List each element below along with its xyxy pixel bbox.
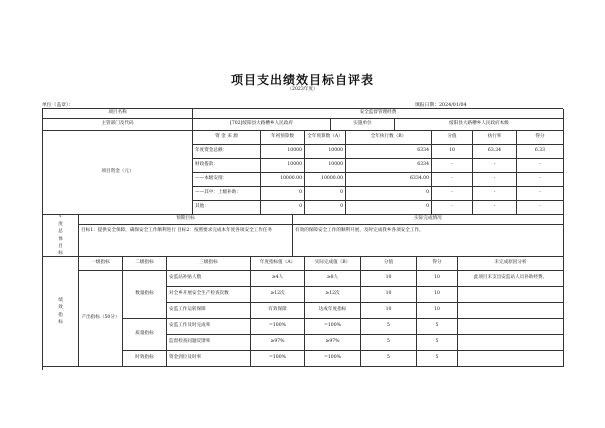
funds-cell: 0 bbox=[305, 201, 346, 215]
expected-goal-header: 预期目标 bbox=[79, 215, 293, 225]
indicator-cell: 5 bbox=[417, 351, 458, 367]
funds-cell: - bbox=[473, 201, 517, 215]
indicator-cell: 资金到位及时率 bbox=[167, 351, 251, 367]
level2-indicator: 质量指标 bbox=[123, 319, 167, 351]
funds-cell: 10000 bbox=[261, 145, 305, 159]
indicator-cell: 达成年度指标 bbox=[305, 303, 361, 319]
funds-cell: 6.33 bbox=[517, 145, 564, 159]
funds-cell: 年度资金总额： bbox=[193, 145, 261, 159]
page-title: 项目支出绩效目标自评表 bbox=[230, 73, 374, 87]
funds-cell: 0 bbox=[346, 201, 432, 215]
indicator-cell: 10 bbox=[417, 287, 458, 303]
funds-cell: 10000 bbox=[261, 159, 305, 173]
funds-cell: 63.34 bbox=[473, 145, 517, 159]
indicator-cell: ≥8人 bbox=[305, 271, 361, 287]
funds-cell: 6334 bbox=[346, 159, 432, 173]
funds-cell: 10000.00 bbox=[261, 173, 305, 187]
funds-cell: - bbox=[517, 173, 564, 187]
funds-header-cell: 资 金 来 源 bbox=[193, 131, 261, 145]
funds-cell: ——本级安排： bbox=[193, 173, 261, 187]
indicator-cell: 5 bbox=[417, 335, 458, 351]
indicator-cell bbox=[458, 287, 564, 303]
indicator-cell: 5 bbox=[417, 319, 458, 335]
indicator-cell: 5 bbox=[361, 351, 417, 367]
funds-cell: - bbox=[517, 159, 564, 173]
funds-header-cell: 年初预算数 bbox=[261, 131, 305, 145]
funds-cell: 其他： bbox=[193, 201, 261, 215]
level2-indicator: 数量指标 bbox=[123, 271, 167, 319]
indicator-cell bbox=[458, 303, 564, 319]
dept-value: [702]绥阳县大路槽乡人民政府 bbox=[193, 119, 331, 131]
indicator-cell: =100% bbox=[305, 319, 361, 335]
indicator-cell: ≥12次 bbox=[305, 287, 361, 303]
indicator-header-cell: 三级指标 bbox=[167, 257, 251, 271]
indicator-cell: 有效保障 bbox=[251, 303, 305, 319]
overall-goal-label bbox=[43, 215, 79, 257]
funds-header-cell: 全年预算数（A） bbox=[305, 131, 346, 145]
project-name-label: 项目名称 bbox=[43, 109, 193, 119]
funds-header-cell: 全年执行数（B） bbox=[346, 131, 432, 145]
indicator-cell: 10 bbox=[361, 271, 417, 287]
table-continuation bbox=[42, 366, 563, 370]
overall-goal-label-text: 年度总体目标 bbox=[58, 215, 63, 257]
indicator-cell: 安监工作及时完成率 bbox=[167, 319, 251, 335]
funds-cell: 10000 bbox=[305, 159, 346, 173]
funds-cell: 6334 bbox=[346, 145, 432, 159]
level2-indicator: 时效指标 bbox=[123, 351, 167, 367]
funds-cell: - bbox=[517, 187, 564, 201]
self-evaluation-table bbox=[42, 108, 563, 366]
year-subtitle: （2023年度） bbox=[287, 87, 318, 92]
indicator-cell: =100% bbox=[251, 319, 305, 335]
indicator-cell: 对全乡开展安全生产检查次数 bbox=[167, 287, 251, 303]
indicator-cell: =100% bbox=[251, 351, 305, 367]
indicator-cell: 此项目未支出安监站人员补助经费。 bbox=[458, 271, 564, 287]
funds-header-cell: 执行率 bbox=[473, 131, 517, 145]
funds-header-cell: 分值 bbox=[432, 131, 473, 145]
funds-cell: - bbox=[432, 159, 473, 173]
expected-goal-text: 目标1：提供安全保障，确保安全工作顺利进行 目标2：按照要求完成本年度各项安全工作任务 bbox=[79, 225, 293, 257]
unit-label: 单位（盖章）： bbox=[42, 103, 74, 108]
indicator-cell: ≥4人 bbox=[251, 271, 305, 287]
indicator-cell bbox=[458, 319, 564, 335]
indicator-cell bbox=[458, 351, 564, 367]
funds-cell: 0 bbox=[261, 201, 305, 215]
indicator-header-cell: 分值 bbox=[361, 257, 417, 271]
indicator-cell: ≥12次 bbox=[251, 287, 305, 303]
indicator-cell: 10 bbox=[417, 303, 458, 319]
indicators-label-text: 绩效指标 bbox=[58, 297, 63, 325]
actual-goal-header: 实际完成情况 bbox=[293, 215, 564, 225]
level1-indicator: 产出指标（50分） bbox=[79, 271, 123, 367]
fill-date: 填报日期：2024/01/04 bbox=[415, 103, 467, 108]
funds-cell: - bbox=[473, 187, 517, 201]
indicator-header-cell: 二级指标 bbox=[123, 257, 167, 271]
indicator-cell: 10 bbox=[417, 271, 458, 287]
exec-unit-value: 绥阳县大路槽乡人民政府本级 bbox=[395, 119, 564, 131]
funds-cell: - bbox=[432, 173, 473, 187]
indicators-label bbox=[43, 257, 79, 367]
funds-cell: - bbox=[517, 201, 564, 215]
indicator-cell bbox=[458, 335, 564, 351]
funds-cell: - bbox=[432, 201, 473, 215]
funds-cell: 10000.00 bbox=[305, 173, 346, 187]
indicator-cell: 安监工作运转保障 bbox=[167, 303, 251, 319]
funds-cell: - bbox=[473, 159, 517, 173]
indicator-header-cell: 得分 bbox=[417, 257, 458, 271]
indicator-header-cell: 未完成原因分析 bbox=[458, 257, 564, 271]
actual-goal-text: 有效的保障安全工作的顺利开展，及时完成我乡各项安全工作。 bbox=[293, 225, 564, 257]
indicator-cell: 5 bbox=[361, 335, 417, 351]
indicator-header-cell: 年度指标值（A） bbox=[251, 257, 305, 271]
indicator-cell: =100% bbox=[305, 351, 361, 367]
funds-cell: 财政拨款： bbox=[193, 159, 261, 173]
funds-cell: 6334.00 bbox=[346, 173, 432, 187]
funds-cell: 0 bbox=[346, 187, 432, 201]
indicator-header-cell: 一级指标 bbox=[79, 257, 123, 271]
exec-unit-label: 实施单位 bbox=[331, 119, 395, 131]
indicator-cell: ≥97% bbox=[305, 335, 361, 351]
indicator-cell: 10 bbox=[361, 303, 417, 319]
project-name-value: 安全监督管理经费 bbox=[193, 109, 564, 119]
funds-cell: ——其中：上级补助： bbox=[193, 187, 261, 201]
funds-cell: 10000 bbox=[305, 145, 346, 159]
funds-cell: - bbox=[432, 187, 473, 201]
funds-cell: 0 bbox=[305, 187, 346, 201]
funds-cell: - bbox=[473, 173, 517, 187]
indicator-cell: 安监站补贴人数 bbox=[167, 271, 251, 287]
funds-label: 项目资金（元） bbox=[43, 131, 193, 215]
indicator-header-cell: 实际完成值（B） bbox=[305, 257, 361, 271]
indicator-cell: ≥97% bbox=[251, 335, 305, 351]
funds-header-cell: 得分 bbox=[517, 131, 564, 145]
indicator-cell: 5 bbox=[361, 319, 417, 335]
funds-cell: 0 bbox=[261, 187, 305, 201]
indicator-cell: 监督检查问题反馈率 bbox=[167, 335, 251, 351]
funds-cell: 10 bbox=[432, 145, 473, 159]
dept-label: 主管部门及代码 bbox=[43, 119, 193, 131]
indicator-cell: 10 bbox=[361, 287, 417, 303]
